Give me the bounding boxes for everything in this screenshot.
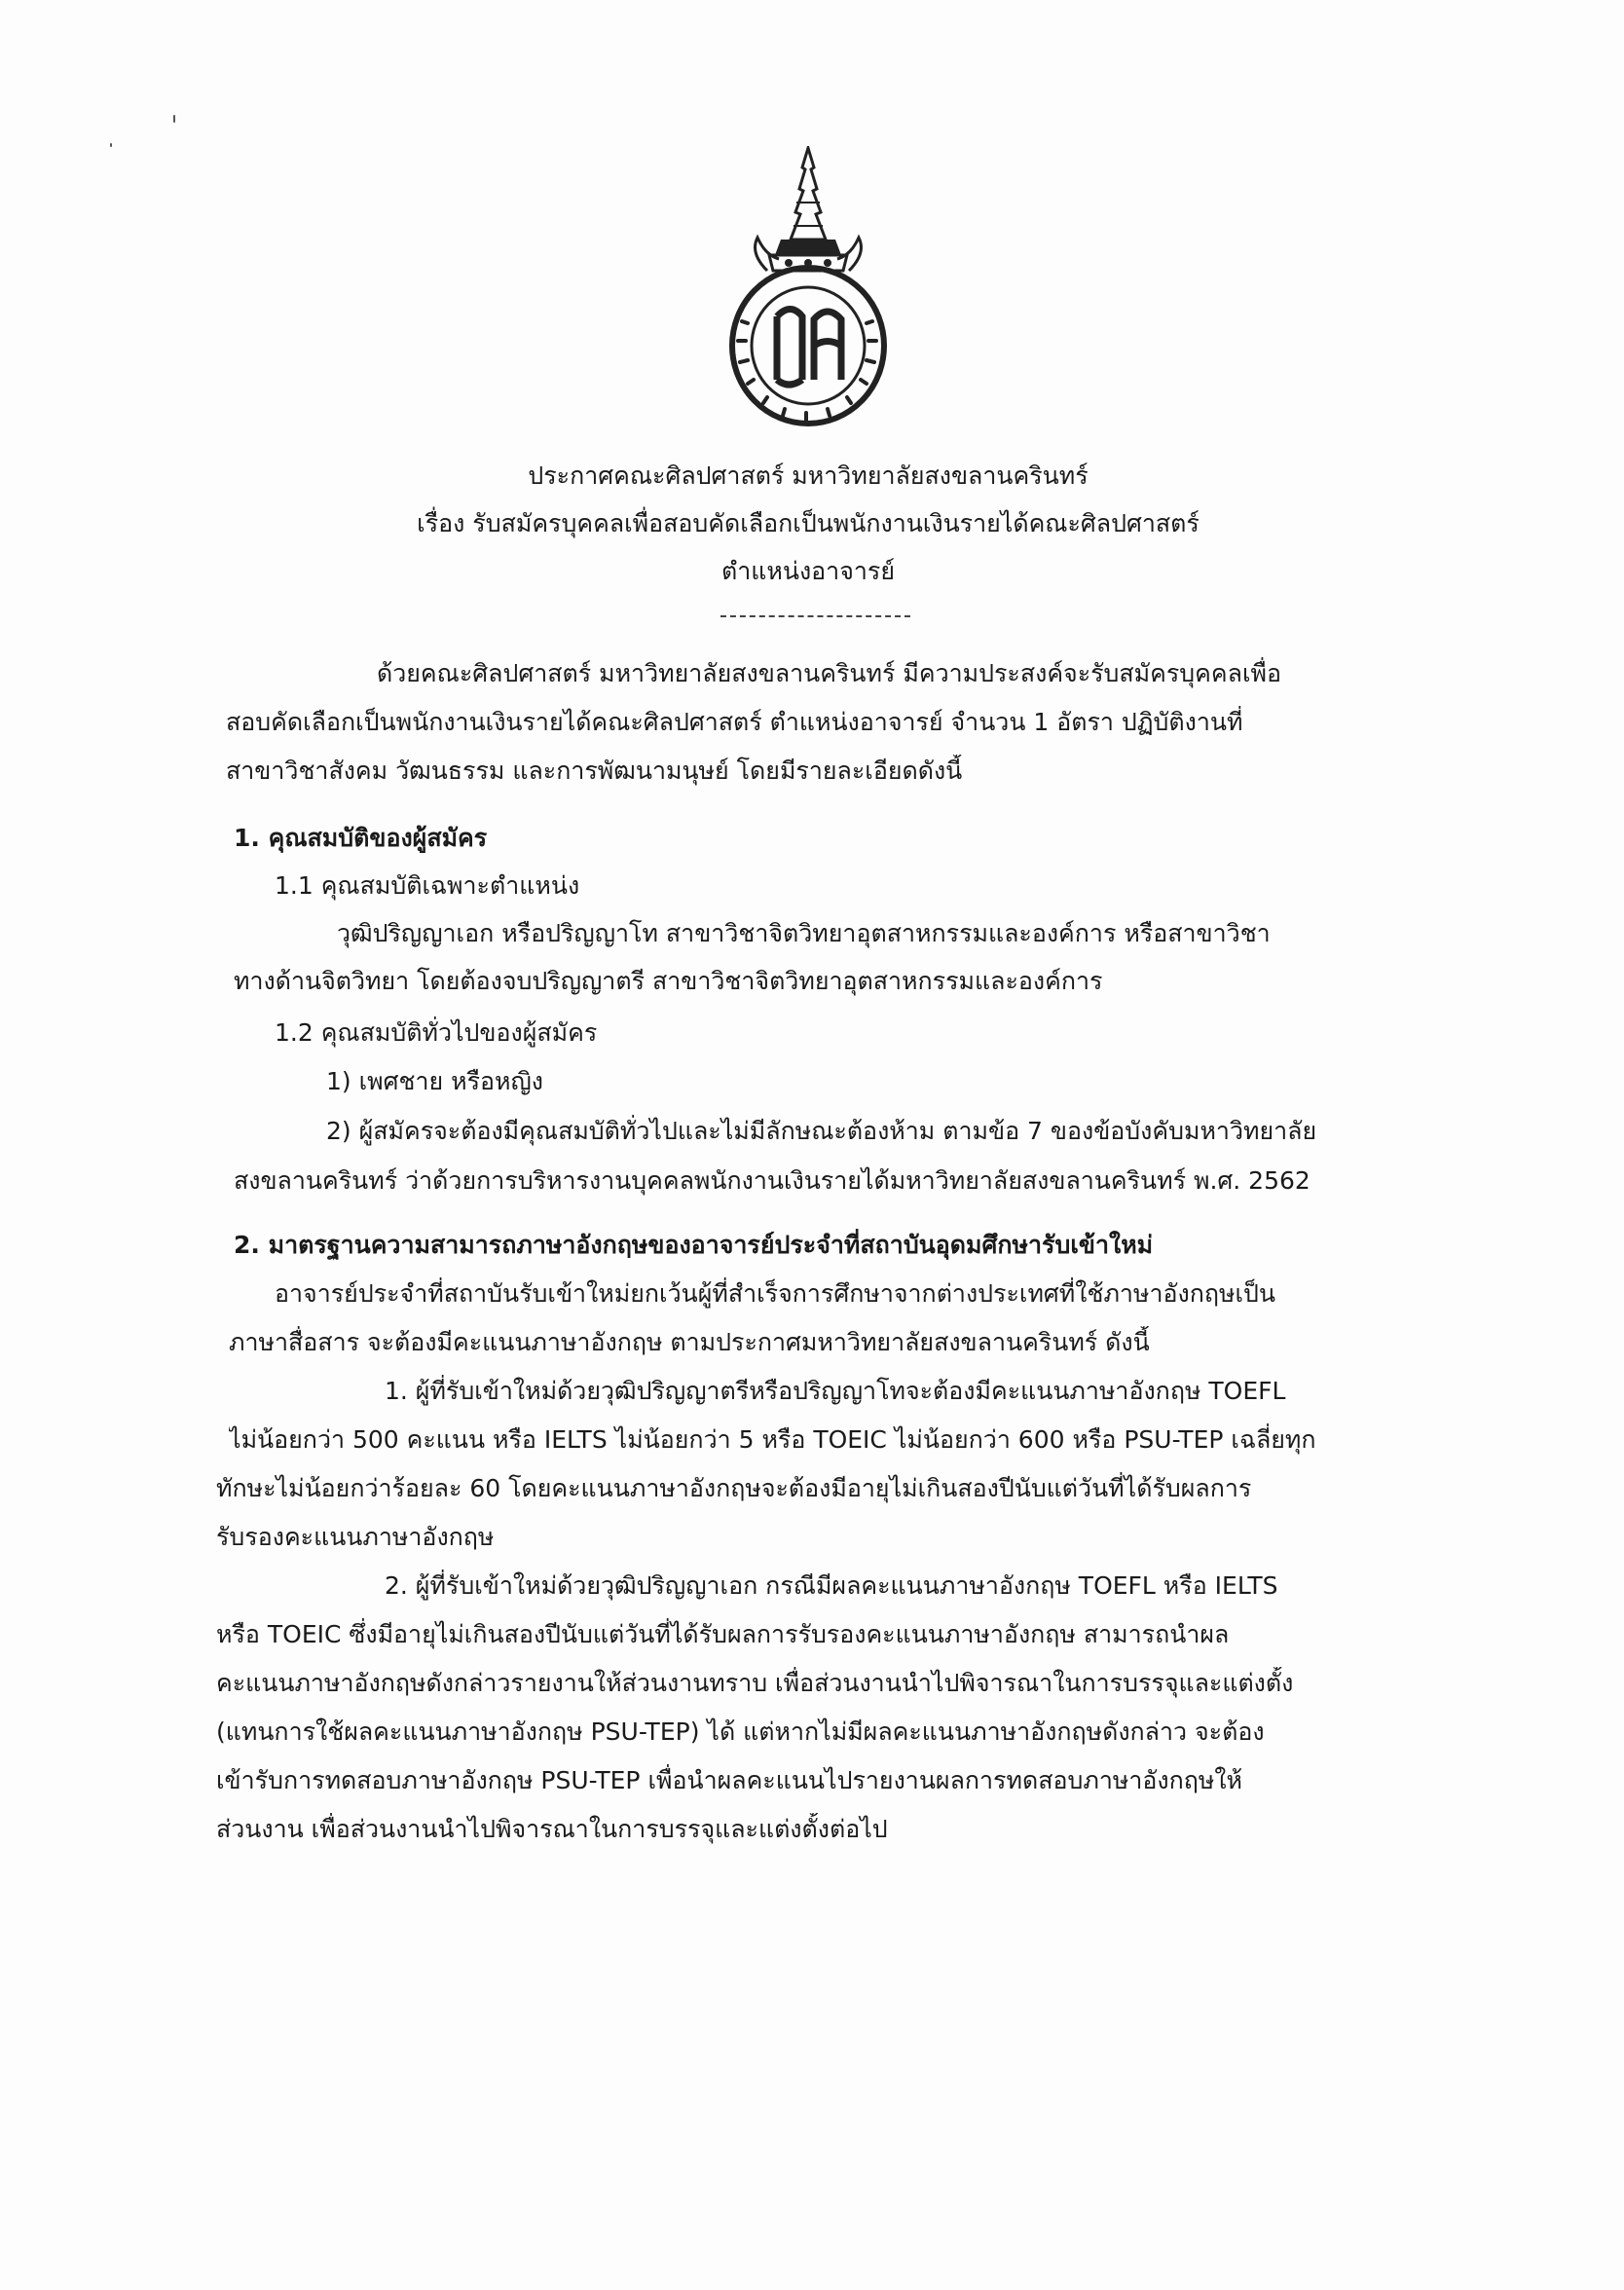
intro-line: ด้วยคณะศิลปศาสตร์ มหาวิทยาลัยสงขลานครินทร์ มีความประสงค์จะรับสมัครบุคคลเพื่อ [377, 659, 1281, 687]
paragraph-line: วุฒิปริญญาเอก หรือปริญญาโท สาขาวิชาจิตวิทยาอุตสาหกรรมและองค์การ หรือสาขาวิชา [337, 919, 1271, 947]
list-item: 2. ผู้ที่รับเข้าใหม่ด้วยวุฒิปริญญาเอก กรณีมีผลคะแนนภาษาอังกฤษ TOEFL หรือ IELTS [385, 1571, 1278, 1600]
paragraph-line: ทางด้านจิตวิทยา โดยต้องจบปริญญาตรี สาขาวิชาจิตวิทยาอุตสาหกรรมและองค์การ [234, 967, 1103, 995]
paragraph-line: (แทนการใช้ผลคะแนนภาษาอังกฤษ PSU-TEP) ได้ แต่หากไม่มีผลคะแนนภาษาอังกฤษดังกล่าว จะต้อง [216, 1718, 1265, 1746]
paragraph-line: หรือ TOEIC ซึ่งมีอายุไม่เกินสองปีนับแต่วันที่ได้รับผลการรับรองคะแนนภาษาอังกฤษ สามารถนำผล [216, 1620, 1230, 1648]
announcement-title: ประกาศคณะศิลปศาสตร์ มหาวิทยาลัยสงขลานครินทร์ [528, 462, 1089, 490]
intro-line: สอบคัดเลือกเป็นพนักงานเงินรายได้คณะศิลปศาสตร์ ตำแหน่งอาจารย์ จำนวน 1 อัตรา ปฏิบัติงานที่ [226, 708, 1243, 736]
scan-speck [110, 143, 112, 147]
paragraph-line: ภาษาสื่อสาร จะต้องมีคะแนนภาษาอังกฤษ ตามประกาศมหาวิทยาลัยสงขลานครินทร์ ดังนี้ [229, 1328, 1150, 1356]
subsection-1-1-title: 1.1 คุณสมบัติเฉพาะตำแหน่ง [275, 871, 580, 900]
paragraph-line: สงขลานครินทร์ ว่าด้วยการบริหารงานบุคคลพนักงานเงินรายได้มหาวิทยาลัยสงขลานครินทร์ พ.ศ. 2562 [234, 1166, 1310, 1195]
list-item: 1) เพศชาย หรือหญิง [326, 1067, 544, 1095]
paragraph-line: เข้ารับการทดสอบภาษาอังกฤษ PSU-TEP เพื่อนำผลคะแนนไปรายงานผลการทดสอบภาษาอังกฤษให้ [216, 1766, 1243, 1794]
paragraph-line: ไม่น้อยกว่า 500 คะแนน หรือ IELTS ไม่น้อยกว่า 5 หรือ TOEIC ไม่น้อยกว่า 600 หรือ PSU-TEP เฉลี่ยทุก [229, 1425, 1316, 1454]
section-1-title: 1. คุณสมบัติของผู้สมัคร [234, 824, 488, 852]
list-item: 1. ผู้ที่รับเข้าใหม่ด้วยวุฒิปริญญาตรีหรือปริญญาโทจะต้องมีคะแนนภาษาอังกฤษ TOEFL [385, 1377, 1286, 1405]
announcement-position: ตำแหน่งอาจารย์ [721, 557, 895, 585]
paragraph-line: อาจารย์ประจำที่สถาบันรับเข้าใหม่ยกเว้นผู้ที่สำเร็จการศึกษาจากต่างประเทศที่ใช้ภาษาอังกฤษเป็น [275, 1279, 1275, 1308]
announcement-subject: เรื่อง รับสมัครบุคคลเพื่อสอบคัดเลือกเป็นพนักงานเงินรายได้คณะศิลปศาสตร์ [417, 509, 1200, 537]
section-2-title: 2. มาตรฐานความสามารถภาษาอังกฤษของอาจารย์ประจำที่สถาบันอุดมศึกษารับเข้าใหม่ [234, 1231, 1154, 1259]
scan-speck [173, 115, 175, 123]
paragraph-line: ทักษะไม่น้อยกว่าร้อยละ 60 โดยคะแนนภาษาอังกฤษจะต้องมีอายุไม่เกินสองปีนับแต่วันที่ได้รับผลการ [216, 1474, 1252, 1502]
paragraph-line: คะแนนภาษาอังกฤษดังกล่าวรายงานให้ส่วนงานทราบ เพื่อส่วนงานนำไปพิจารณาในการบรรจุและแต่งตั้ง [216, 1669, 1294, 1697]
paragraph-line: ส่วนงาน เพื่อส่วนงานนำไปพิจารณาในการบรรจุและแต่งตั้งต่อไป [216, 1815, 888, 1843]
title-divider [720, 615, 910, 617]
list-item: 2) ผู้สมัครจะต้องมีคุณสมบัติทั่วไปและไม่มีลักษณะต้องห้าม ตามข้อ 7 ของข้อบังคับมหาวิทยาลัย [326, 1117, 1317, 1145]
paragraph-line: รับรองคะแนนภาษาอังกฤษ [216, 1523, 495, 1551]
subsection-1-2-title: 1.2 คุณสมบัติทั่วไปของผู้สมัคร [275, 1018, 598, 1047]
intro-line: สาขาวิชาสังคม วัฒนธรรม และการพัฒนามนุษย์ โดยมีรายละเอียดดังนี้ [226, 757, 963, 785]
psu-university-emblem-icon [720, 146, 896, 428]
